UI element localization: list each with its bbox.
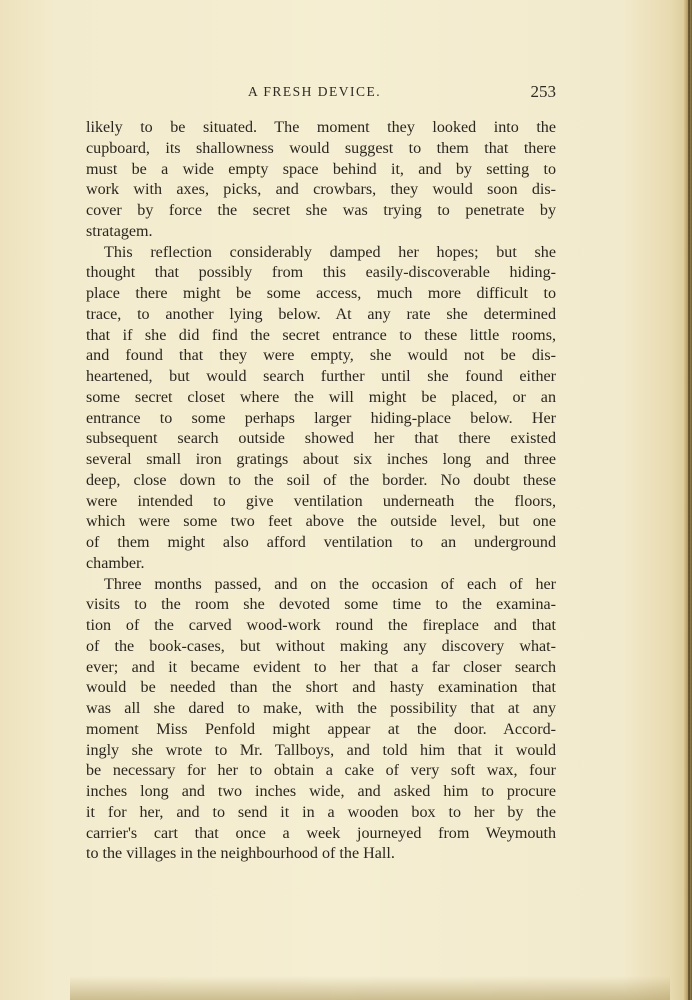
- body-text: [86, 118, 556, 865]
- text-line: visits to the room she devoted some time to the examina-: [86, 596, 556, 614]
- text-line: ever; and it became evident to her that a far closer search: [86, 658, 556, 676]
- text-line: inches long and two inches wide, and asked him to procure: [86, 783, 556, 800]
- text-line: moment Miss Penfold might appear at the door. Accord-: [86, 720, 556, 738]
- text-line: deep, close down to the soil of the border. No doubt these: [86, 471, 556, 489]
- page-header: [86, 84, 556, 104]
- text-line: carrier's cart that once a week journeyed from Weymouth: [86, 824, 556, 842]
- text-line: which were some two feet above the outside level, but one: [86, 513, 556, 531]
- text-line: it for her, and to send it in a wooden box to her by the: [86, 803, 556, 821]
- page-bottom-shadow: [70, 976, 670, 1000]
- text-line: of the book-cases, but without making any discovery what-: [86, 637, 556, 655]
- text-line: to the villages in the neighbourhood of the Hall.: [86, 845, 395, 863]
- text-line: stratagem.: [86, 222, 153, 240]
- page-edge-line: [688, 0, 690, 1000]
- text-line: ingly she wrote to Mr. Tallboys, and told him that it would: [86, 741, 556, 759]
- text-line: This reflection considerably damped her hopes; but she: [104, 243, 556, 261]
- text-line: chamber.: [86, 554, 145, 572]
- text-line: of them might also afford ventilation to an underground: [86, 534, 556, 551]
- text-line: entrance to some perhaps larger hiding-place below. Her: [86, 409, 556, 427]
- text-line: some secret closet where the will might be placed, or an: [86, 388, 556, 406]
- text-line: tion of the carved wood-work round the fireplace and that: [86, 617, 556, 634]
- page-number: 253: [530, 82, 556, 101]
- text-line: trace, to another lying below. At any rate she determined: [86, 305, 556, 323]
- text-line: thought that possibly from this easily-discoverable hiding-: [86, 264, 556, 282]
- text-line: work with axes, picks, and crowbars, they would soon dis-: [86, 181, 556, 199]
- running-title: A FRESH DEVICE.: [248, 84, 382, 99]
- text-line: and found that they were empty, she would not be dis-: [86, 347, 556, 365]
- text-line: heartened, but would search further until she found either: [86, 368, 556, 385]
- text-line: must be a wide empty space behind it, and by setting to: [86, 160, 556, 178]
- text-line: place there might be some access, much more difficult to: [86, 285, 556, 302]
- text-line: Three months passed, and on the occasion of each of her: [104, 575, 556, 593]
- text-line: likely to be situated. The moment they looked into the: [86, 119, 556, 136]
- text-line: be necessary for her to obtain a cake of very soft wax, four: [86, 762, 556, 780]
- text-line: was all she dared to make, with the possibility that at any: [86, 700, 556, 717]
- text-line: cupboard, its shallowness would suggest to them that there: [86, 139, 556, 157]
- text-line: were intended to give ventilation underneath the floors,: [86, 492, 556, 510]
- text-line: several small iron gratings about six inches long and three: [86, 451, 556, 468]
- text-line: subsequent search outside showed her that there existed: [86, 430, 556, 448]
- text-line: cover by force the secret she was trying to penetrate by: [86, 202, 556, 219]
- text-line: would be needed than the short and hasty examination that: [86, 679, 556, 697]
- text-line: that if she did find the secret entrance to these little rooms,: [86, 326, 556, 344]
